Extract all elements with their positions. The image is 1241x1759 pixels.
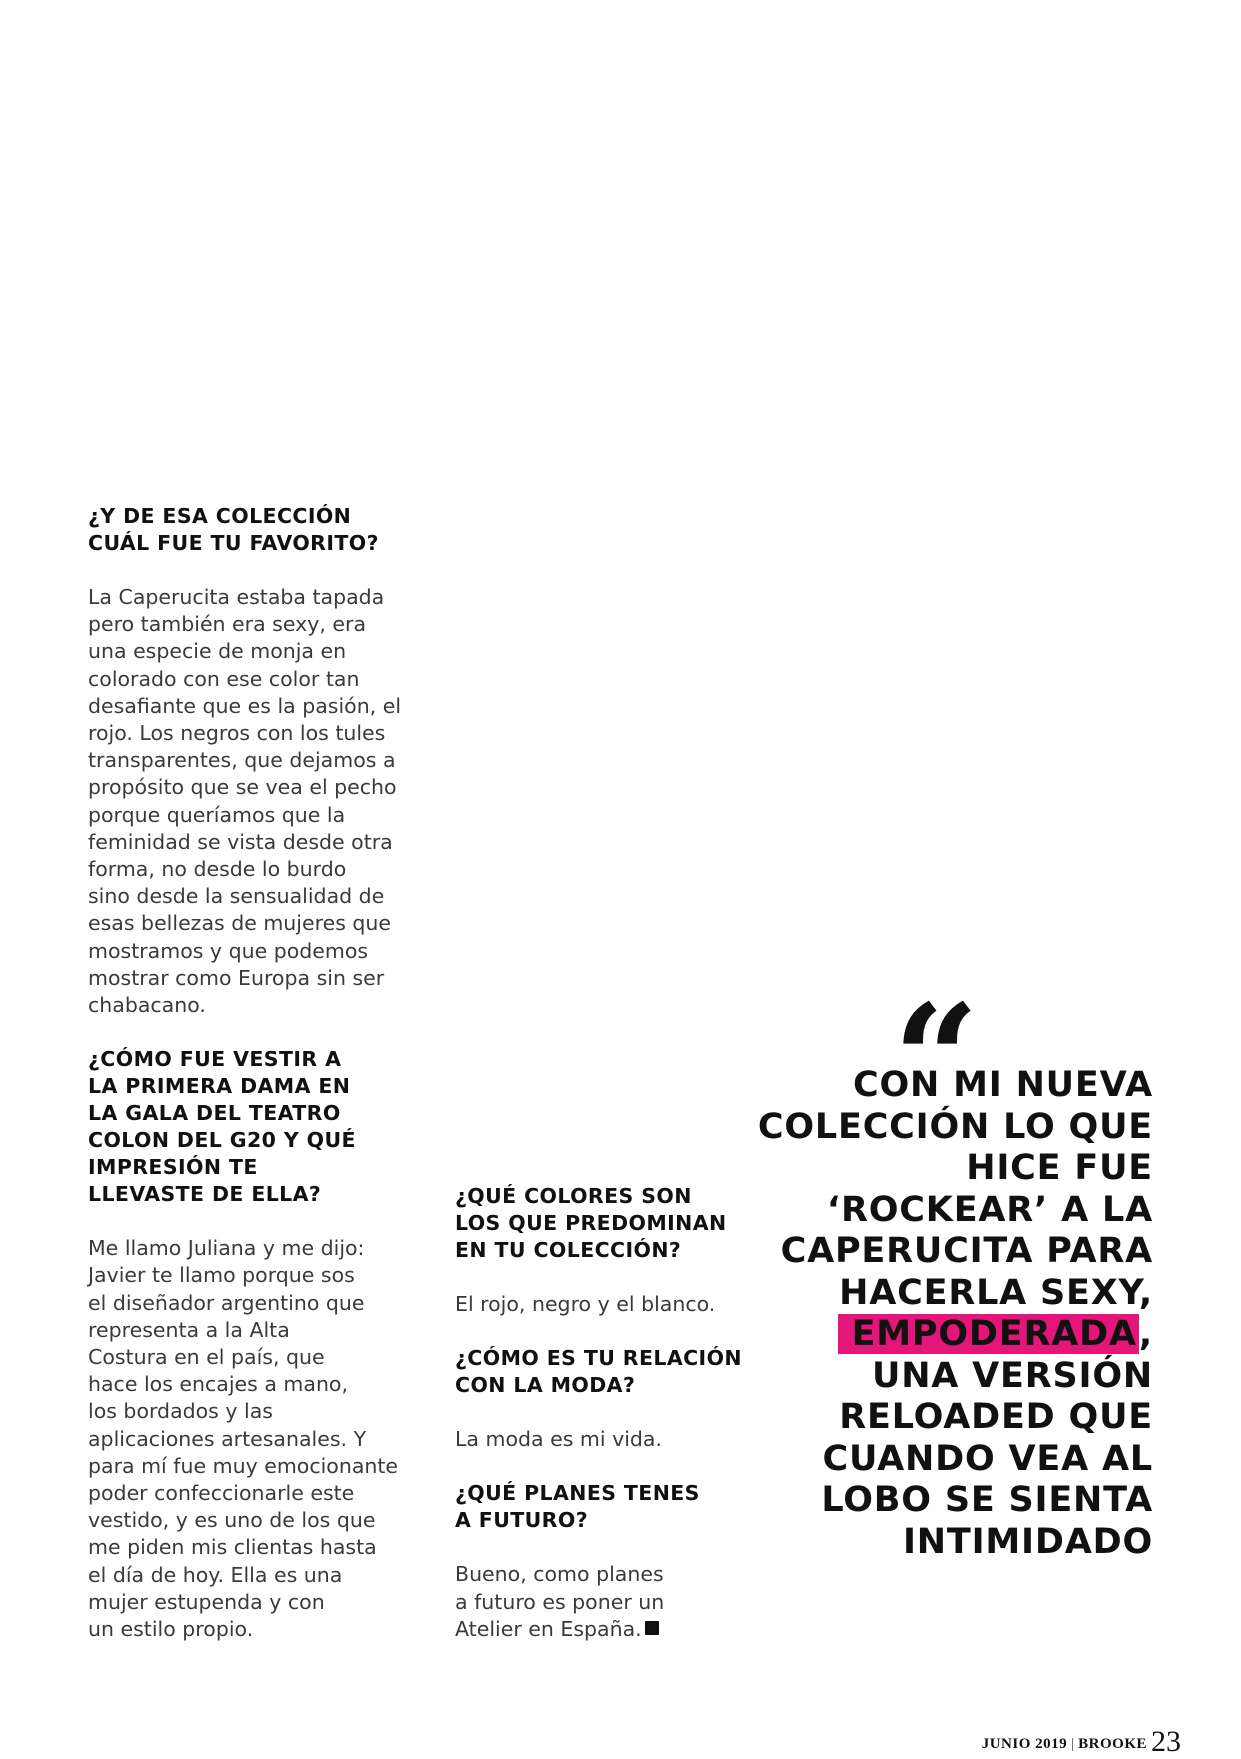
quote-mark-icon: “ [893, 972, 980, 1148]
footer-separator: | [1071, 1736, 1075, 1752]
footer-magazine: BROOKE [1078, 1736, 1147, 1752]
middle-column [455, 1183, 775, 1643]
answer-favorite: La Caperucita estaba tapada pero también era sexy, era una especie de monja en colorado con ese color tan desafiante que es la pasión, el rojo. Los negros con los tules transparentes, que dejamos a propósito que se vea el pecho porque queríamos que la feminidad se vista desde otra forma, no desde lo burdo sino desde la sensualidad de esas bellezas de mujeres que mostramos y que podemos mostrar como Europa sin ser chabacano. [88, 585, 402, 1018]
page-number: 23 [1151, 1725, 1181, 1758]
answer-future-text: Bueno, como planes a futuro es poner un Atelier en España. [455, 1562, 665, 1641]
answer-first-lady: Me llamo Juliana y me dijo: Javier te llamo porque sos el diseñador argentino que representa a la Alta Costura en el país, que hace los encajes a mano, los bordados y las aplicaciones artesanales. Y para mí fue muy emocionante poder confeccionarle este vestido, y es uno de los que me piden mis clientas hasta el día de hoy. Ella es una mujer estupenda y con un estilo propio. [88, 1236, 399, 1642]
question-first-lady: ¿CÓMO FUE VESTIR A LA PRIMERA DAMA EN LA GALA DEL TEATRO COLON DEL G20 Y QUÉ IMPRESIÓN TE LLEVASTE DE ELLA? [88, 1047, 356, 1207]
question-future: ¿QUÉ PLANES TENES A FUTURO? [455, 1481, 700, 1533]
question-fashion: ¿CÓMO ES TU RELACIÓN CON LA MODA? [455, 1346, 742, 1398]
question-favorite: ¿Y DE ESA COLECCIÓN CUÁL FUE TU FAVORITO? [88, 504, 379, 555]
question-colors: ¿QUÉ COLORES SON LOS QUE PREDOMINAN EN TU COLECCIÓN? [455, 1184, 727, 1262]
end-mark-icon [645, 1621, 659, 1635]
pull-quote [753, 1065, 1153, 1563]
left-column [88, 503, 438, 1643]
pull-quote-highlight: EMPODERADA [838, 1314, 1139, 1354]
answer-colors: El rojo, negro y el blanco. [455, 1292, 716, 1316]
pull-quote-text-before: CON MI NUEVA COLECCIÓN LO QUE HICE FUE ‘ROCKEAR’ A LA CAPERUCITA PARA HACERLA SEXY, [757, 1065, 1153, 1313]
answer-fashion: La moda es mi vida. [455, 1427, 663, 1452]
pull-quote-text-after: , UNA VERSIÓN RELOADED QUE CUANDO VEA AL LOBO SE SIENTA INTIMIDADO [821, 1314, 1153, 1562]
footer-issue: JUNIO 2019 [981, 1736, 1068, 1752]
answer-future [455, 1561, 775, 1643]
